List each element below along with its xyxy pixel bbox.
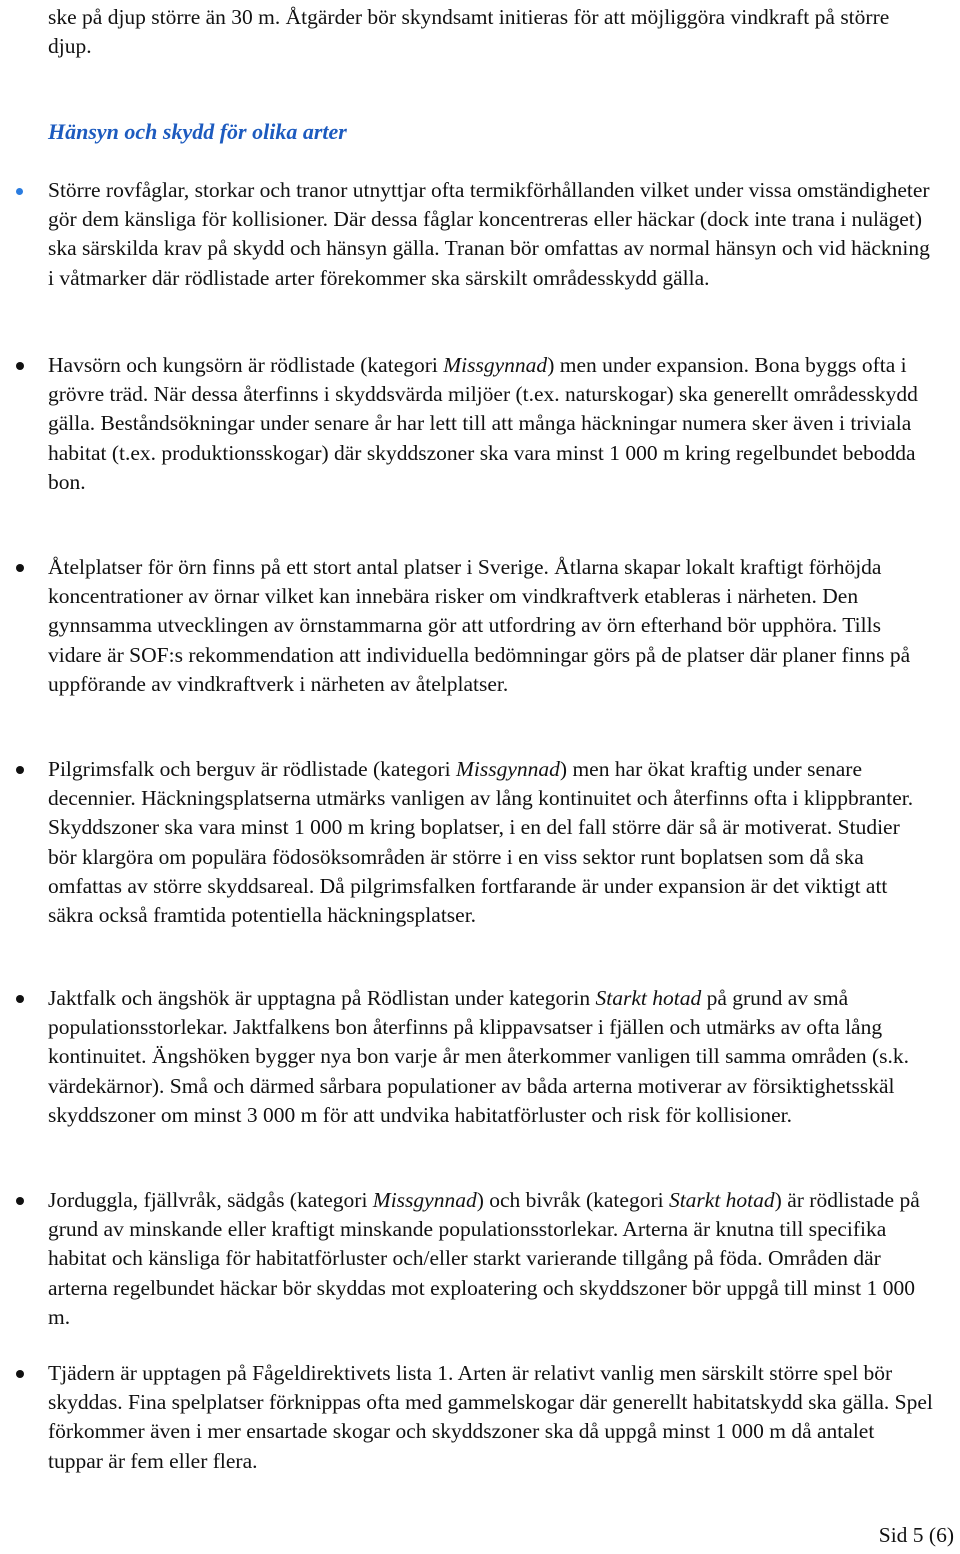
bullet-icon: [13, 1359, 27, 1388]
section-heading: Hänsyn och skydd för olika arter: [48, 119, 347, 144]
list-item-text: Tjädern är upptagen på Fågeldirektivets lista 1. Arten är relativt vanlig men särskilt större spel bör skyddas. Fina spelplatser förknippas ofta med gammelskogar där generellt habitatskydd ska gälla. Spel förkommer även i mer ensartade skogar och skyddszoner ska då uppgå minst 1 000 m då antalet tuppar är fem eller flera.: [48, 1361, 933, 1473]
category-label: Missgynnad: [372, 1188, 477, 1212]
list-item-text: Pilgrimsfalk och berguv är rödlistade (kategori Missgynnad) men har ökat kraftig under senare decennier. Häckningsplatserna utmärks vanligen av lång kontinuitet och återfinns ofta i klippbranter. Skyddszoner ska vara minst 1 000 m kring boplatser, i en del fall större där så är motiverat. Studier bör klargöra om populära födosöksområden är större i en viss sektor runt boplatsen som då ska omfattas av större skyddsareal. Då pilgrimsfalken fortfarande är under expansion är det viktigt att säkra också framtida potentiella häckningsplatser.: [48, 757, 914, 928]
list-item-text: Jaktfalk och ängshök är upptagna på Rödlistan under kategorin Starkt hotad på grund av små populationsstorlekar. Jaktfalkens bon återfinns på klippavsatser i fjällen och utmärks av ofta lång kontinuitet. Ängshöken bygger nya bon varje år men återkommer vanligen till samma områden (s.k. värdekärnor). Små och därmed sårbara populationer av båda arterna motiverar av försiktighetsskäl skyddszoner om minst 3 000 m för att undvika habitatförluster och risk för kollisioner.: [48, 986, 909, 1127]
intro-paragraph: ske på djup större än 30 m. Åtgärder bör skyndsamt initieras för att möjliggöra vindkraft på större djup.: [48, 5, 890, 59]
category-label: Starkt hotad: [595, 986, 702, 1010]
bullet-icon: [13, 553, 27, 582]
list-item-text: Åtelplatser för örn finns på ett stort antal platser i Sverige. Åtlarna skapar lokalt kraftigt förhöjda koncentrationer av örnar vilket kan innebära risker om vindkraftverk etableras i närheten. Den gynnsamma utvecklingen av örnstammarna gör att utfordring av örn efterhand bör upphöra. Tills vidare är SOF:s rekommendation att individuella bedömningar görs på de platser där planer finns på uppförande av vindkraftverk i närheten av åtelplatser.: [48, 555, 911, 696]
page-number: Sid 5 (6): [878, 1523, 954, 1547]
bullet-icon: [13, 351, 27, 380]
category-label: Missgynnad: [456, 757, 560, 781]
list-item-text: Havsörn och kungsörn är rödlistade (kategori Missgynnad) men under expansion. Bona byggs ofta i grövre träd. När dessa återfinns i skyddsvärda miljöer (t.ex. naturskogar) ska generellt områdesskydd gälla. Beståndsökningar under senare år har lett till att många häckningar numera sker även i triviala habitat (t.ex. produktionsskogar) där skyddszoner ska vara minst 1 000 m kring regelbundet bebodda bon.: [48, 353, 918, 494]
bullet-icon: [13, 1186, 27, 1215]
category-label: Starkt hotad: [668, 1188, 775, 1212]
bullet-icon: [13, 984, 27, 1013]
list-item-text: Jorduggla, fjällvråk, sädgås (kategori Missgynnad) och bivråk (kategori Starkt hotad) är rödlistade på grund av minskande eller kraftigt minskande populationsstorlekar. Arterna är knutna till specifika habitat och känsliga för habitatförluster och/eller starkt varierande tillgång på föda. Områden där arterna regelbundet häckar bör skyddas mot exploatering och skyddszoner bör uppgå till minst 1 000 m.: [48, 1188, 920, 1329]
list-item-text: Större rovfåglar, storkar och tranor utnyttjar ofta termikförhållanden vilket under vissa omständigheter gör dem känsliga för kollisioner. Där dessa fåglar koncentreras eller häckar (dock inte trana i nuläget) ska särskilda krav på skydd och hänsyn gälla. Tranan bör omfattas av normal hänsyn och vid häckning i våtmarker där rödlistade arter förekommer ska särskilt områdesskydd gälla.: [48, 178, 930, 290]
bullet-icon: [13, 755, 27, 784]
category-label: Missgynnad: [443, 353, 548, 377]
bullet-icon: [13, 176, 27, 205]
